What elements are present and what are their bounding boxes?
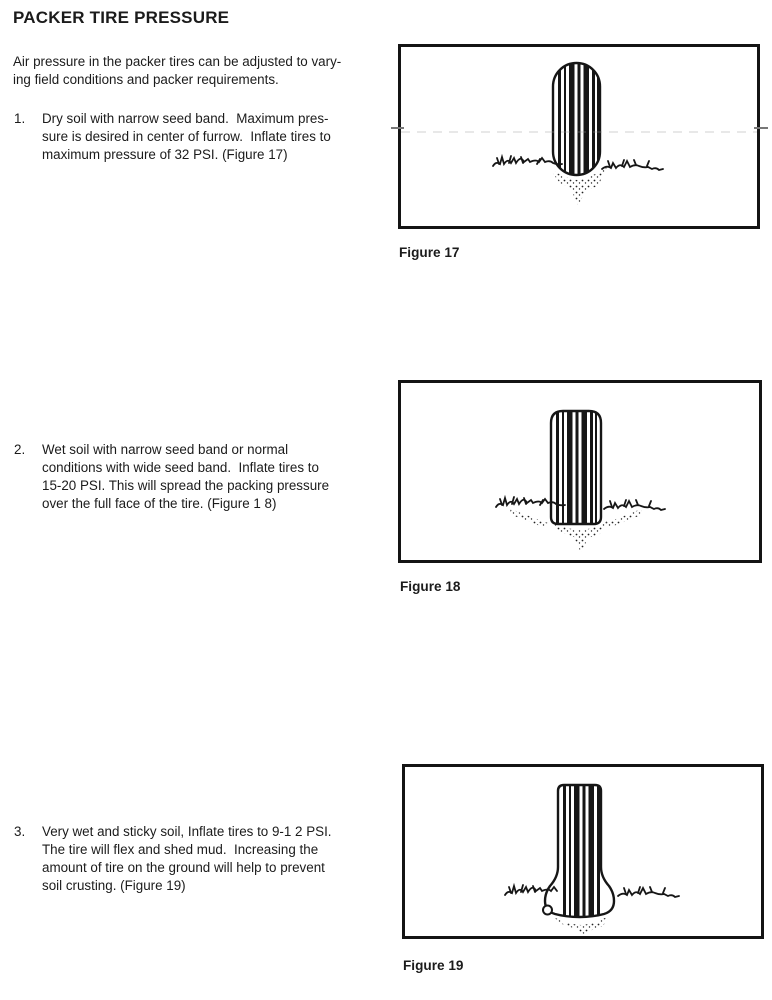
figure-18-frame xyxy=(398,380,762,563)
packer-tire xyxy=(543,785,614,917)
item-text-line: soil crusting. (Figure 19) xyxy=(42,878,186,893)
item-text xyxy=(42,441,399,513)
item-number: 1. xyxy=(14,111,26,126)
packer-tire xyxy=(553,63,600,175)
item-text-line: The tire will flex and shed mud. Increasing the xyxy=(42,842,319,857)
intro-paragraph xyxy=(13,53,383,89)
item-text-line: sure is desired in center of furrow. Inflate tires to xyxy=(42,129,331,144)
grass-right xyxy=(602,160,663,170)
flexed-tire-mud-illustration xyxy=(405,767,761,936)
item-number: 2. xyxy=(14,442,26,457)
item-text-line: conditions with wide seed band. Inflate tires to xyxy=(42,460,319,475)
item-text xyxy=(42,110,399,164)
item-text-line: maximum pressure of 32 PSI. (Figure 17) xyxy=(42,147,288,162)
item-text-line: Very wet and sticky soil, Inflate tires to 9-1 2 PSI. xyxy=(42,824,332,839)
figure-18-caption: Figure 18 xyxy=(400,579,461,594)
list-item-3 xyxy=(14,823,399,895)
tire-in-narrow-furrow-illustration xyxy=(401,47,757,226)
item-text-line: Dry soil with narrow seed band. Maximum pres- xyxy=(42,111,329,126)
page-title: PACKER TIRE PRESSURE xyxy=(13,8,230,27)
item-text-line: Wet soil with narrow seed band or normal xyxy=(42,442,289,457)
tread-stripes xyxy=(556,411,597,524)
grass-right xyxy=(604,500,665,510)
item-number: 3. xyxy=(14,824,26,839)
figure-19-caption: Figure 19 xyxy=(403,958,464,973)
figure-19-frame xyxy=(402,764,764,939)
fold-mark-left xyxy=(391,127,404,129)
item-text-line: 15-20 PSI. This will spread the packing pressure xyxy=(42,478,330,493)
packer-tire xyxy=(551,411,601,524)
figure-17-frame xyxy=(398,44,760,229)
intro-line: ing field conditions and packer requirements. xyxy=(13,72,279,87)
item-text xyxy=(42,823,399,895)
grass-left xyxy=(493,156,562,166)
item-text-line: over the full face of the tire. (Figure 1 8) xyxy=(42,496,277,511)
intro-line: Air pressure in the packer tires can be adjusted to vary- xyxy=(13,54,342,69)
tire-full-face-contact-illustration xyxy=(401,383,759,560)
fold-mark-right xyxy=(754,127,768,129)
figure-17-caption: Figure 17 xyxy=(399,245,460,260)
mud-clod xyxy=(543,906,552,915)
list-item-2 xyxy=(14,441,399,513)
item-text-line: amount of tire on the ground will help to prevent xyxy=(42,860,325,875)
list-item-1 xyxy=(14,110,399,164)
grass-right xyxy=(618,887,679,897)
tread-stripes xyxy=(558,63,599,175)
